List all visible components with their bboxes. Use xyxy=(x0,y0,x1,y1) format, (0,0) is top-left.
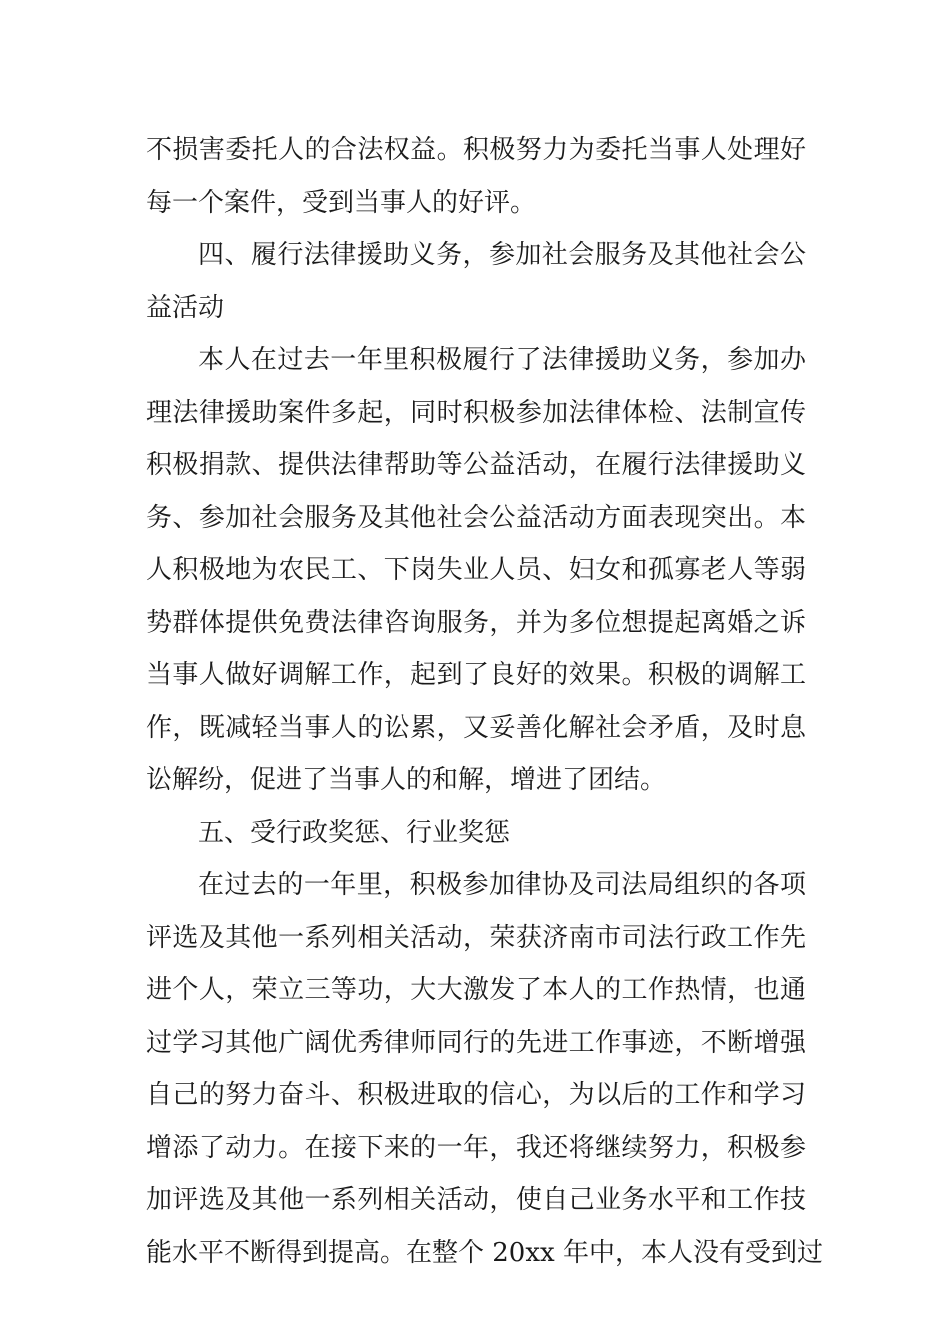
document-body xyxy=(146,124,823,1279)
text-line: 当事人做好调解工作，起到了良好的效果。积极的调解工 xyxy=(146,660,806,690)
text-line: 不损害委托人的合法权益。积极努力为委托当事人处理好 xyxy=(146,135,806,165)
text-line: 讼解纷，促进了当事人的和解，增进了团结。 xyxy=(146,765,667,795)
text-line: 作，既减轻当事人的讼累，又妥善化解社会矛盾，及时息 xyxy=(146,712,806,743)
text-line: 自己的努力奋斗、积极进取的信心，为以后的工作和学习 xyxy=(146,1080,806,1110)
paragraph-start: 在过去的一年里，积极参加律协及司法局组织的各项 xyxy=(198,870,806,900)
text-line: 势群体提供免费法律咨询服务，并为多位想提起离婚之诉 xyxy=(146,607,806,638)
paragraph-start: 本人在过去一年里积极履行了法律援助义务，参加办 xyxy=(198,345,806,375)
text-line: 每一个案件，受到当事人的好评。 xyxy=(146,187,537,218)
section-heading-4-continued: 益活动 xyxy=(146,292,225,323)
text-line: 理法律援助案件多起，同时积极参加法律体检、法制宣传 xyxy=(146,397,806,428)
section-heading-4: 四、履行法律援助义务，参加社会服务及其他社会公 xyxy=(198,240,806,270)
text-line: 加评选及其他一系列相关活动，使自己业务水平和工作技 xyxy=(146,1185,806,1215)
text-line: 评选及其他一系列相关活动，荣获济南市司法行政工作先 xyxy=(146,922,806,953)
text-line: 能水平不断得到提高。在整个 20xx 年中，本人没有受到过 xyxy=(146,1237,823,1268)
text-line: 务、参加社会服务及其他社会公益活动方面表现突出。本 xyxy=(146,502,806,533)
text-line: 增添了动力。在接下来的一年，我还将继续努力，积极参 xyxy=(146,1132,806,1163)
text-line: 人积极地为农民工、下岗失业人员、妇女和孤寡老人等弱 xyxy=(146,555,806,585)
section-heading-5: 五、受行政奖惩、行业奖惩 xyxy=(198,817,511,848)
text-line: 过学习其他广阔优秀律师同行的先进工作事迹，不断增强 xyxy=(146,1027,806,1058)
text-line: 进个人，荣立三等功，大大激发了本人的工作热情，也通 xyxy=(146,975,806,1005)
text-line: 积极捐款、提供法律帮助等公益活动，在履行法律援助义 xyxy=(146,450,806,480)
